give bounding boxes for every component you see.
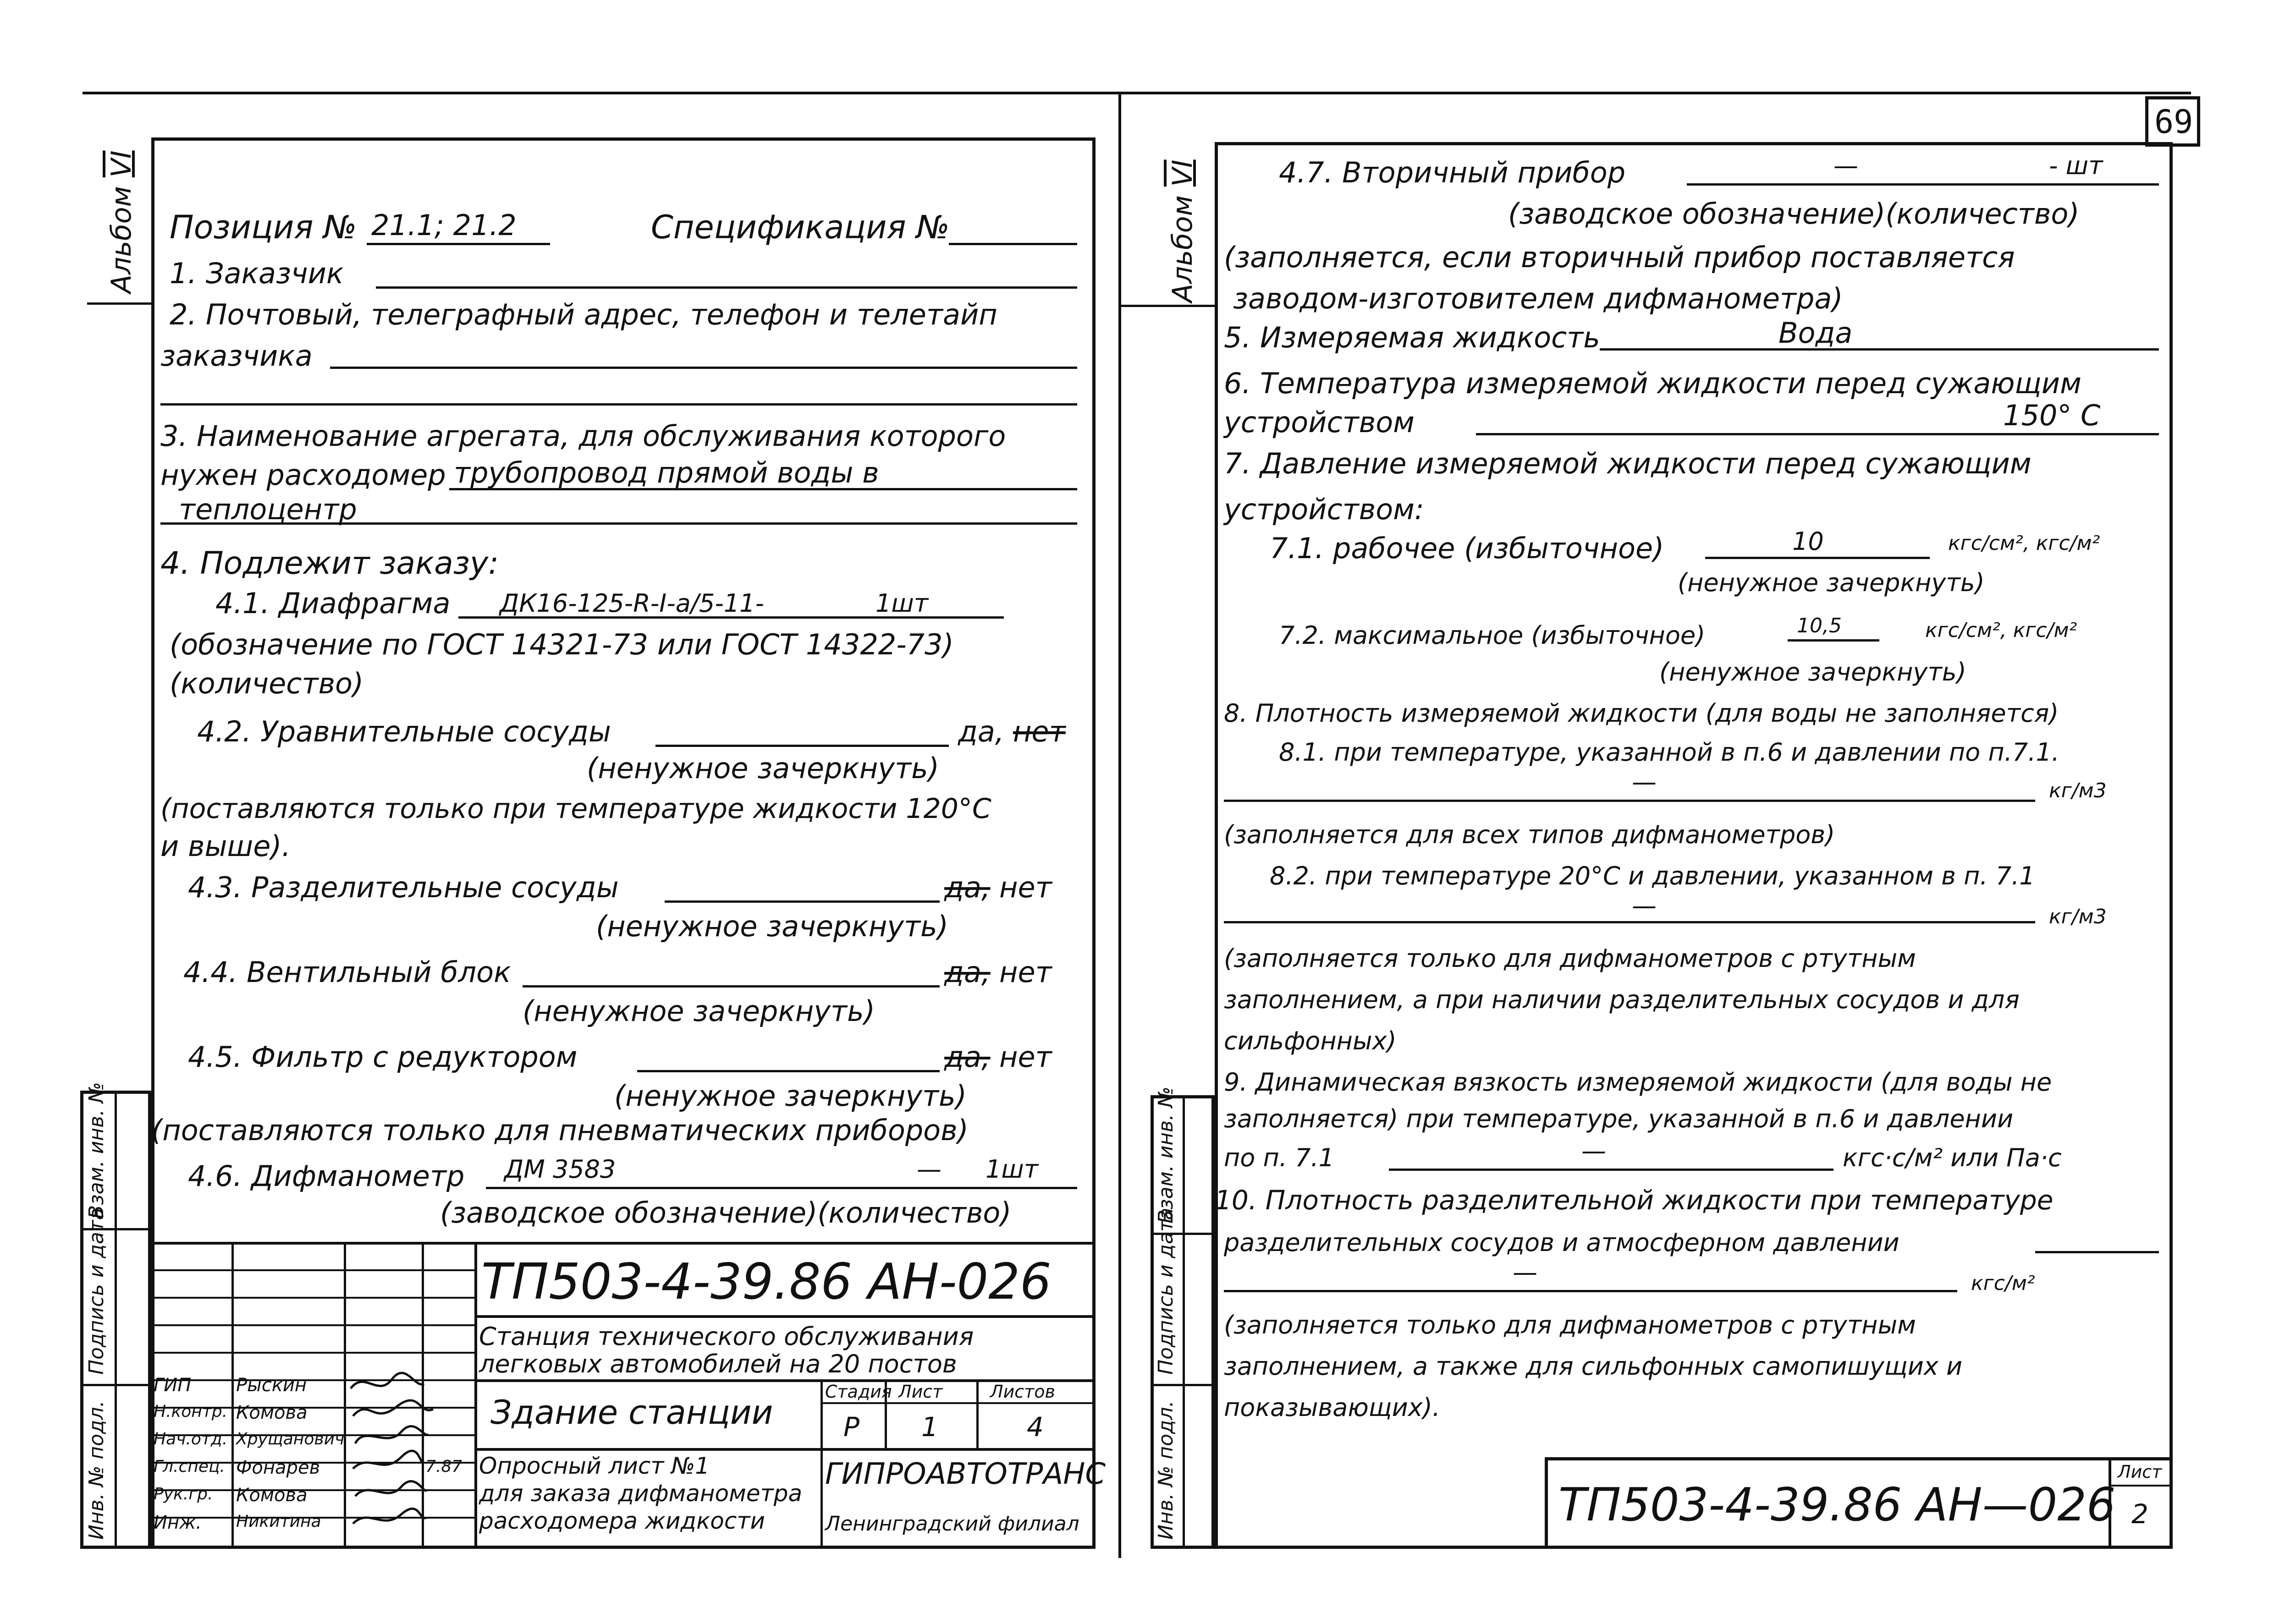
item42-no: нет bbox=[1013, 715, 1066, 748]
item46-line bbox=[486, 1187, 1077, 1189]
item46-label: 4.6. Дифманометр bbox=[188, 1159, 465, 1193]
staff-name: Рыскин bbox=[236, 1375, 307, 1396]
item45-line bbox=[637, 1070, 940, 1072]
staff-name: Комова bbox=[236, 1402, 308, 1423]
doc-title2: для заказа дифманометра bbox=[479, 1480, 803, 1507]
signature-2 bbox=[353, 1400, 433, 1416]
tb-row-4 bbox=[151, 1352, 474, 1354]
item41-qty: 1шт bbox=[875, 589, 929, 618]
tb-h-building bbox=[474, 1448, 1096, 1451]
signature-4 bbox=[353, 1451, 424, 1469]
item3-value: трубопровод прямой воды в bbox=[454, 456, 879, 489]
item3-value2: теплоцентр bbox=[179, 493, 357, 526]
right-sheet-hdr-line bbox=[2109, 1485, 2173, 1487]
fill-last3: показывающих). bbox=[1224, 1393, 1440, 1422]
doc-title3: расходомера жидкости bbox=[479, 1508, 765, 1534]
staff-role: Гл.спец. bbox=[154, 1457, 225, 1476]
item5-line bbox=[1600, 348, 2159, 351]
fill-last1: (заполняется только для дифманометров с ртутным bbox=[1224, 1311, 1916, 1339]
right-side-divider bbox=[1183, 1095, 1185, 1549]
position-label: Позиция № bbox=[170, 208, 357, 246]
item45-yes: да, bbox=[944, 1040, 991, 1074]
item43-yes: да, bbox=[944, 871, 991, 904]
item44-no: нет bbox=[999, 955, 1052, 989]
item72-line bbox=[1788, 639, 1879, 642]
item9-line3: по п. 7.1 bbox=[1224, 1143, 1335, 1172]
item6-label2: устройством bbox=[1224, 406, 1415, 439]
item81-dash: — bbox=[1632, 768, 1657, 796]
item71-strike-note: (ненужное зачеркнуть) bbox=[1678, 568, 1985, 597]
signatures bbox=[346, 1370, 474, 1544]
item10-line-a bbox=[2035, 1251, 2159, 1253]
side-inv: Инв. № подл. bbox=[85, 1400, 108, 1540]
top-rule bbox=[83, 92, 2191, 94]
center-divider bbox=[1118, 92, 1121, 1558]
doc-code: ТП503-4-39.86 АН-026 bbox=[481, 1253, 1052, 1311]
fill-secondary1: (заполняется, если вторичный прибор поставляется bbox=[1224, 241, 2015, 274]
item45-strike-note: (ненужное зачеркнуть) bbox=[614, 1079, 967, 1113]
item7-label: 7. Давление измеряемой жидкости перед сужающим bbox=[1224, 447, 2032, 480]
right-sheet-header: Лист bbox=[2118, 1462, 2162, 1482]
right-album-underline bbox=[1118, 305, 1215, 307]
sheet-header: Лист bbox=[898, 1382, 943, 1402]
item82-line bbox=[1224, 921, 2035, 923]
album-number: VI bbox=[1167, 159, 1199, 187]
item47-label: 4.7. Вторичный прибор bbox=[1279, 156, 1626, 189]
item10-line2: разделительных сосудов и атмосферном давлении bbox=[1224, 1228, 1900, 1257]
tb-row-3 bbox=[151, 1324, 474, 1326]
side-stamp-divider bbox=[115, 1091, 117, 1549]
fill-secondary2: заводом-изготовителем дифманометра) bbox=[1233, 282, 1843, 315]
item41-note: (обозначение по ГОСТ 14321-73 или ГОСТ 14322-73) bbox=[170, 628, 954, 661]
item6-line bbox=[1476, 433, 2159, 435]
item47-note: (заводское обозначение)(количество) bbox=[1508, 197, 2080, 230]
item2-line2 bbox=[160, 403, 1077, 406]
right-side-h2 bbox=[1151, 1384, 1215, 1386]
item44-label: 4.4. Вентильный блок bbox=[183, 955, 511, 989]
project-line1: Станция технического обслуживания bbox=[479, 1322, 974, 1351]
tb-row-2 bbox=[151, 1297, 474, 1299]
side-podpis: Подпись и дата bbox=[85, 1207, 108, 1375]
item3-line bbox=[449, 488, 1077, 490]
stage-header: Стадия bbox=[825, 1382, 892, 1402]
item82-units: кг/м3 bbox=[2049, 905, 2107, 928]
stage-value: Р bbox=[843, 1411, 859, 1443]
item9-dash: — bbox=[1581, 1136, 1606, 1165]
spec-label: Спецификация № bbox=[651, 208, 950, 246]
signature-6 bbox=[353, 1509, 426, 1524]
item42-yes: да, bbox=[958, 715, 1004, 748]
item46-value: ДМ 3583 bbox=[504, 1155, 616, 1184]
signature-3 bbox=[355, 1426, 429, 1443]
item42-line bbox=[655, 745, 949, 747]
item41-label: 4.1. Диафрагма bbox=[215, 587, 451, 620]
album-number: VI bbox=[105, 150, 138, 178]
pneumatic-note: (поставляются только для пневматических приборов) bbox=[151, 1114, 969, 1147]
building-name: Здание станции bbox=[490, 1393, 773, 1432]
right-album-label bbox=[1167, 159, 1199, 302]
project-line2: легковых автомобилей на 20 постов bbox=[479, 1350, 957, 1378]
doc-title1: Опросный лист №1 bbox=[479, 1453, 710, 1479]
item10-line1: 10. Плотность разделительной жидкости при температуре bbox=[1215, 1185, 2054, 1216]
tb-h-code bbox=[474, 1315, 1096, 1318]
item3-flowmeter: нужен расходомер bbox=[160, 458, 446, 492]
item42-label: 4.2. Уравнительные сосуды bbox=[197, 715, 611, 748]
item81-label: 8.1. при температуре, указанной в п.6 и давлении по п.7.1. bbox=[1279, 738, 2059, 767]
left-album-underline bbox=[87, 302, 151, 305]
sheet-value: 1 bbox=[921, 1411, 938, 1443]
item3-line2 bbox=[160, 522, 1077, 525]
item45-no: нет bbox=[999, 1040, 1052, 1074]
org-branch: Ленинградский филиал bbox=[825, 1512, 1079, 1536]
tb-left-v1 bbox=[231, 1242, 234, 1549]
item81-units: кг/м3 bbox=[2049, 779, 2107, 802]
item47-dash: — bbox=[1834, 151, 1858, 180]
right-sheet-value: 2 bbox=[2131, 1498, 2148, 1530]
tb-top bbox=[151, 1242, 1096, 1245]
item81-line bbox=[1224, 800, 2035, 802]
staff-role: Н.контр. bbox=[154, 1402, 228, 1421]
item46-qty: 1шт bbox=[986, 1155, 1039, 1184]
item45-label: 4.5. Фильтр с редуктором bbox=[188, 1040, 578, 1074]
position-value: 21.1; 21.2 bbox=[371, 208, 517, 242]
staff-role: Рук.гр. bbox=[154, 1485, 213, 1503]
fill-merc1: (заполняется только для дифманометров с ртутным bbox=[1224, 944, 1916, 973]
item71-line bbox=[1705, 557, 1930, 559]
item8-label: 8. Плотность измеряемой жидкости (для воды не заполняется) bbox=[1224, 699, 2059, 728]
item44-yes: да, bbox=[944, 955, 991, 989]
sheets-value: 4 bbox=[1027, 1411, 1044, 1443]
staff-name: Никитина bbox=[236, 1512, 321, 1531]
side-podpis: Подпись и дата bbox=[1154, 1207, 1178, 1375]
tb-v-sheets bbox=[976, 1379, 979, 1448]
fill-merc3: сильфонных) bbox=[1224, 1026, 1397, 1055]
item41-value: ДК16-125-R-I-a/5-11- bbox=[500, 589, 765, 618]
item3-aggregate: 3. Наименование агрегата, для обслуживания которого bbox=[160, 419, 1006, 453]
date-mark: 7.87 bbox=[425, 1457, 463, 1476]
item2-line bbox=[330, 367, 1077, 369]
album-label: Альбом bbox=[105, 186, 138, 293]
position-underline bbox=[367, 243, 550, 245]
tb-row-1 bbox=[151, 1269, 474, 1271]
item82-label: 8.2. при температуре 20°С и давлении, указанном в п. 7.1 bbox=[1270, 861, 2035, 890]
item47-qty: - шт bbox=[2049, 151, 2103, 180]
fill-merc2: заполнением, а при наличии разделительных сосудов и для bbox=[1224, 985, 2020, 1014]
item1-line bbox=[376, 286, 1077, 289]
item7-label2: устройством: bbox=[1224, 493, 1424, 526]
item9-units: кгс·с/м² или Па·с bbox=[1843, 1143, 2062, 1172]
item2-customer: заказчика bbox=[160, 339, 313, 373]
fill-all: (заполняется для всех типов дифманометров) bbox=[1224, 820, 1835, 849]
tb-h-stage-hdr bbox=[820, 1402, 1096, 1404]
album-label: Альбом bbox=[1167, 195, 1199, 302]
org-name: ГИПРОАВТОТРАНС bbox=[825, 1457, 1106, 1491]
item82-dash: — bbox=[1632, 891, 1657, 920]
staff-name: Фонарев bbox=[236, 1457, 320, 1478]
item43-no: нет bbox=[999, 871, 1052, 904]
item41-note2: (количество) bbox=[170, 667, 364, 700]
item10-dash: — bbox=[1513, 1258, 1537, 1287]
side-inv: Инв. № подл. bbox=[1154, 1400, 1178, 1540]
signature-1 bbox=[351, 1373, 424, 1388]
signature-5 bbox=[355, 1481, 426, 1496]
item9-line2: заполняется) при температуре, указанной в п.6 и давлении bbox=[1224, 1104, 2014, 1133]
item43-line bbox=[665, 900, 940, 903]
item9-line1: 9. Динамическая вязкость измеряемой жидкости (для воды не bbox=[1224, 1068, 2052, 1097]
spec-underline bbox=[949, 243, 1077, 245]
item72-label: 7.2. максимальное (избыточное) bbox=[1279, 621, 1706, 650]
item72-units: кгс/см², кгс/м² bbox=[1925, 619, 2077, 642]
right-doc-code: ТП503-4-39.86 АН—026 bbox=[1558, 1478, 2116, 1531]
staff-role: ГИП bbox=[154, 1375, 192, 1396]
item46-note: (заводское обозначение)(количество) bbox=[440, 1196, 1012, 1229]
tb-v-stage bbox=[820, 1379, 823, 1549]
item46-dash: — bbox=[917, 1155, 942, 1184]
item4-order: 4. Подлежит заказу: bbox=[160, 545, 499, 582]
item5-value: Вода bbox=[1778, 316, 1853, 350]
item43-strike-note: (ненужное зачеркнуть) bbox=[596, 910, 948, 943]
item6-value: 150° С bbox=[2003, 399, 2101, 432]
item72-strike-note: (ненужное зачеркнуть) bbox=[1659, 658, 1966, 686]
side-vzam: Взам. инв. № bbox=[1154, 1086, 1178, 1223]
staff-role: Нач.отд. bbox=[154, 1430, 228, 1448]
item1-customer: 1. Заказчик bbox=[170, 257, 344, 290]
item71-units: кгс/см², кгс/м² bbox=[1948, 532, 2100, 555]
item10-units: кгс/м² bbox=[1971, 1272, 2035, 1295]
side-stamp-h2 bbox=[80, 1384, 151, 1386]
item44-line bbox=[523, 985, 940, 988]
item41-line bbox=[458, 616, 1004, 619]
item10-line-b bbox=[1224, 1290, 1957, 1292]
item71-label: 7.1. рабочее (избыточное) bbox=[1270, 532, 1664, 565]
item43-label: 4.3. Разделительные сосуды bbox=[188, 871, 619, 904]
item2-address: 2. Почтовый, телеграфный адрес, телефон и телетайп bbox=[170, 298, 997, 331]
staff-name: Хрущанович bbox=[236, 1430, 345, 1448]
sheets-header: Листов bbox=[990, 1382, 1055, 1402]
page-number: 69 bbox=[2154, 103, 2193, 141]
staff-role: Инж. bbox=[154, 1512, 202, 1533]
item44-strike-note: (ненужное зачеркнуть) bbox=[523, 994, 875, 1028]
supplied-note2: и выше). bbox=[160, 829, 291, 863]
item72-value: 10,5 bbox=[1797, 614, 1842, 637]
item42-strike-note: (ненужное зачеркнуть) bbox=[587, 752, 939, 785]
item6-label: 6. Температура измеряемой жидкости перед сужающим bbox=[1224, 367, 2081, 400]
item9-line bbox=[1389, 1169, 1834, 1171]
supplied-note1: (поставляются только при температуре жидкости 120°С bbox=[160, 793, 991, 825]
item71-value: 10 bbox=[1792, 527, 1824, 556]
item5-label: 5. Измеряемая жидкость bbox=[1224, 321, 1600, 354]
staff-name: Комова bbox=[236, 1485, 308, 1506]
left-album-label bbox=[105, 150, 138, 293]
side-vzam: Взам. инв. № bbox=[85, 1082, 108, 1219]
item47-line bbox=[1687, 183, 2159, 186]
fill-last2: заполнением, а также для сильфонных самопишущих и bbox=[1224, 1352, 1963, 1381]
tb-left-v4 bbox=[474, 1242, 477, 1549]
